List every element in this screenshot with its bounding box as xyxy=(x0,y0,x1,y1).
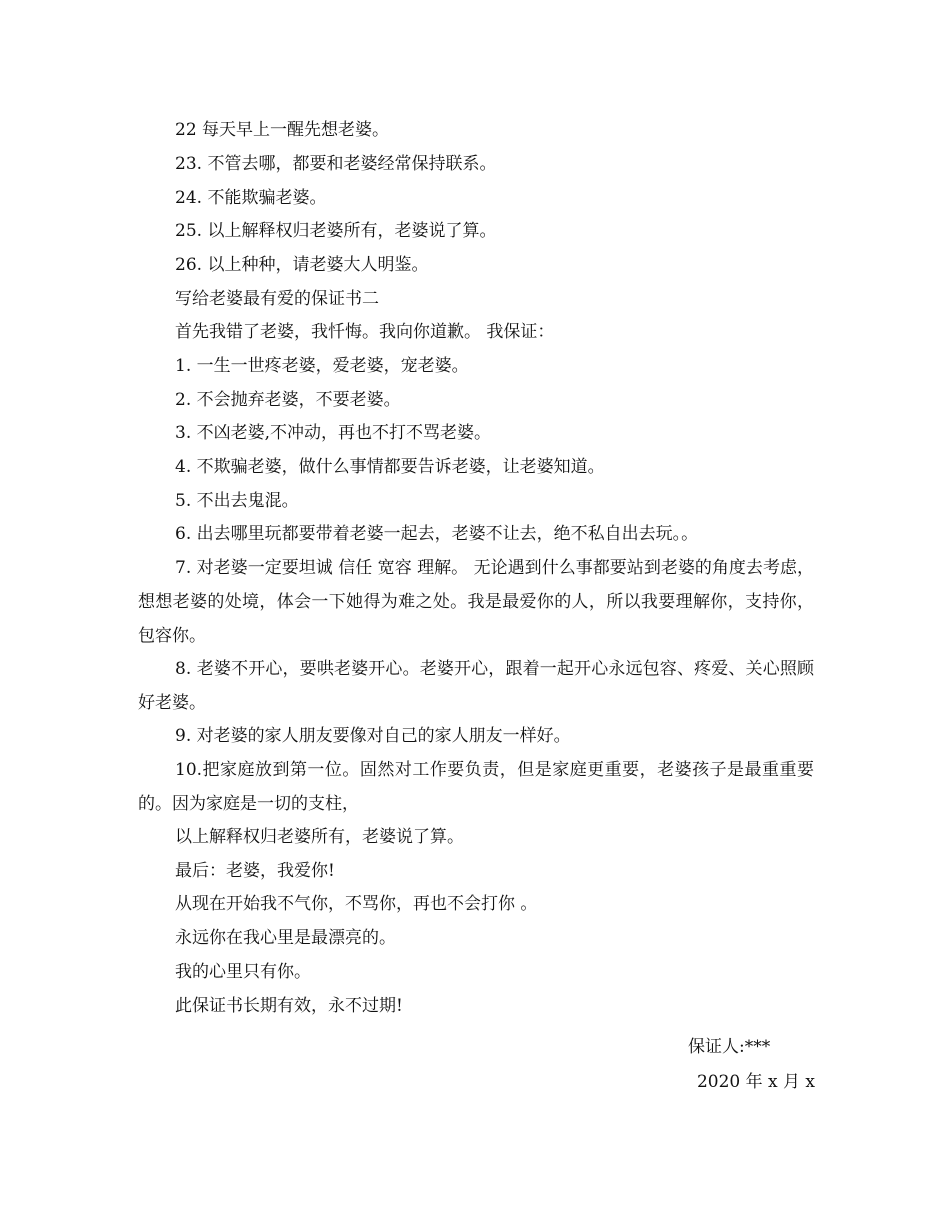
closing-line-3: 从现在开始我不气你，不骂你，再也不会打你 。 xyxy=(175,894,538,914)
closing-line-2: 最后：老婆，我爱你! xyxy=(175,861,335,881)
item-23: 23. 不管去哪，都要和老婆经常保持联系。 xyxy=(175,154,497,174)
closing-line-6: 此保证书长期有效，永不过期! xyxy=(175,996,403,1016)
item-24: 24. 不能欺骗老婆。 xyxy=(175,188,327,208)
closing-line-5: 我的心里只有你。 xyxy=(175,962,311,982)
item-2: 2. 不会抛弃老婆，不要老婆。 xyxy=(175,390,401,410)
item-10-paragraph: 10.把家庭放到第一位。固然对工作要负责，但是家庭更重要，老婆孩子是最重重要的。因为家庭是一切的支柱， xyxy=(138,760,814,814)
item-9: 9. 对老婆的家人朋友要像对自己的家人朋友一样好。 xyxy=(175,726,571,746)
section-heading: 写给老婆最有爱的保证书二 xyxy=(175,289,379,309)
item-1: 1. 一生一世疼老婆，爱老婆，宠老婆。 xyxy=(175,356,469,376)
item-25: 25. 以上解释权归老婆所有，老婆说了算。 xyxy=(175,221,497,241)
item-7-paragraph: 7. 对老婆一定要坦诚 信任 宽容 理解。 无论遇到什么事都要站到老婆的角度去考虑，想想老婆的处境，体会一下她得为难之处。我是最爱你的人，所以我要理解你，支持你，包容你。 xyxy=(138,558,814,646)
item-26: 26. 以上种种，请老婆大人明鉴。 xyxy=(175,255,429,275)
signature-line: 保证人:*** xyxy=(688,1037,771,1057)
item-22: 22 每天早上一醒先想老婆。 xyxy=(175,120,390,140)
item-6: 6. 出去哪里玩都要带着老婆一起去，老婆不让去，绝不私自出去玩。。 xyxy=(175,524,699,544)
item-4: 4. 不欺骗老婆，做什么事情都要告诉老婆，让老婆知道。 xyxy=(175,457,605,477)
closing-line-1: 以上解释权归老婆所有，老婆说了算。 xyxy=(175,827,464,847)
date-line: 2020 年 x 月 x xyxy=(696,1072,815,1092)
item-8-paragraph: 8. 老婆不开心，要哄老婆开心。老婆开心，跟着一起开心永远包容、疼爱、关心照顾好老婆。 xyxy=(138,659,814,713)
closing-line-4: 永远你在我心里是最漂亮的。 xyxy=(175,928,396,948)
item-3: 3. 不凶老婆,不冲动，再也不打不骂老婆。 xyxy=(175,423,492,443)
intro-line: 首先我错了老婆，我忏悔。我向你道歉。 我保证： xyxy=(175,322,555,342)
item-5: 5. 不出去鬼混。 xyxy=(175,491,299,511)
